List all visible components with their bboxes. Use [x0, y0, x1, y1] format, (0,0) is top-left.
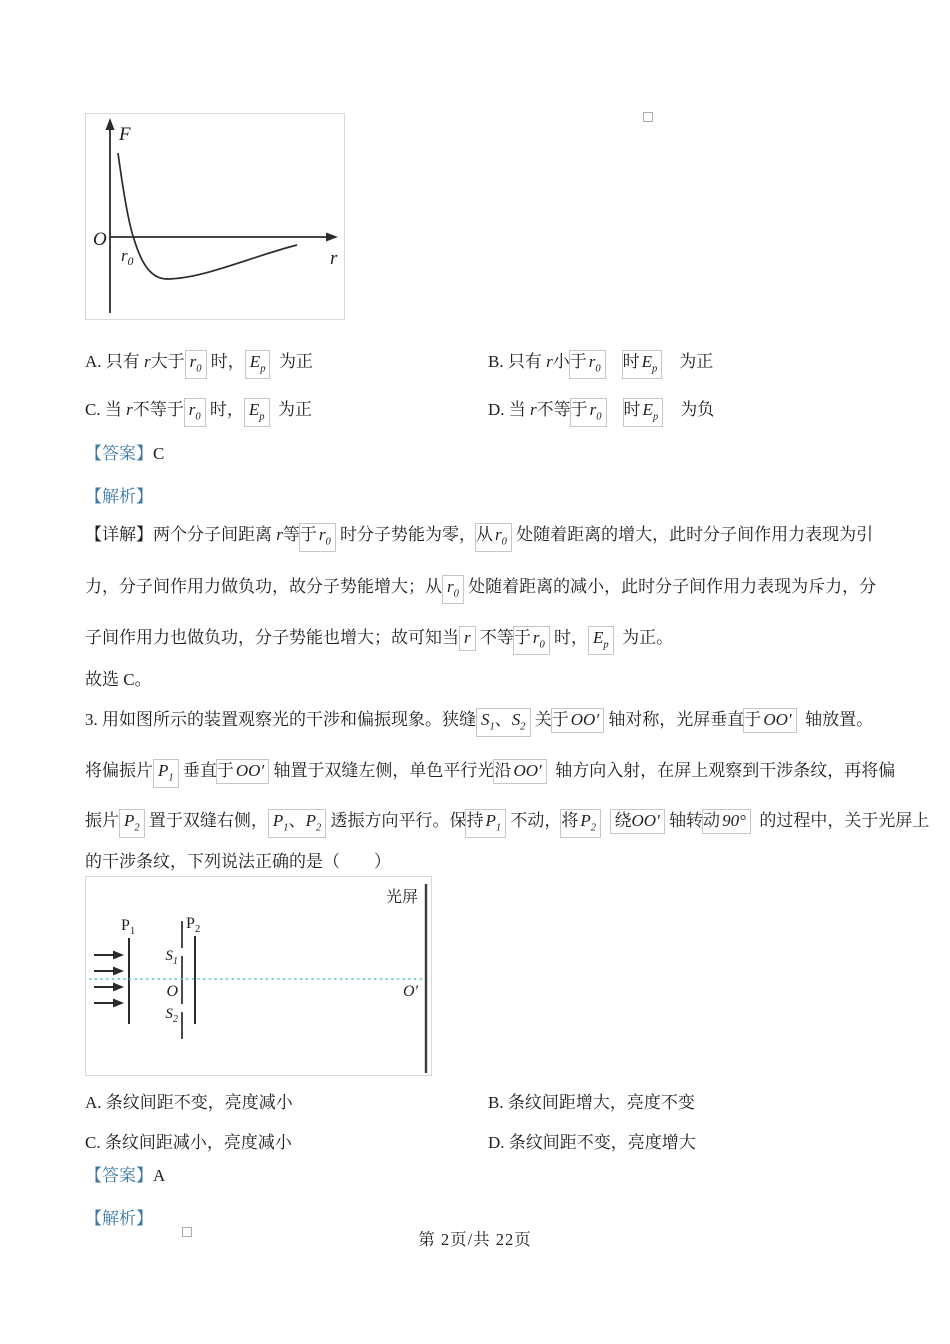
answer-value: C	[153, 444, 165, 463]
answer-value: A	[153, 1166, 166, 1185]
analysis-label: 【解析】	[85, 487, 153, 506]
r0-tick-label: $r_0$	[121, 246, 134, 268]
formula-box: $P_1$	[153, 759, 179, 788]
analysis-label: 【解析】	[85, 1209, 153, 1228]
x-axis-label: r	[330, 248, 338, 269]
formula-box: $r_0$	[570, 398, 607, 427]
y-axis-label: F	[119, 124, 131, 145]
formula-box: $P_2$	[560, 809, 601, 838]
formula-box: $E_p$	[245, 350, 271, 379]
q2-option-a: A. 只有 r大于 $r_0$ 时， $E_p$ 为正	[85, 348, 313, 379]
formula-box: 90°	[702, 809, 751, 834]
q3-option-b: B. 条纹间距增大，亮度不变	[488, 1093, 695, 1112]
q2-detail-line-1: 【详解】两个分子间距离 r等于 $r_0$ 时分子势能为零，从 $r_0$ 处随着距离的增大，此时分子间作用力表现为引	[85, 521, 873, 552]
origin-o-label: O	[166, 983, 178, 1000]
o-prime-label: O′	[403, 983, 419, 1000]
formula-box: $r_0$	[184, 398, 206, 427]
formula-box: $E_p$	[588, 626, 614, 655]
formula-box: $r_0$	[442, 575, 464, 604]
formula-box: $E_p$	[244, 398, 270, 427]
formula-box: OO′	[743, 708, 796, 733]
double-slit-diagram	[85, 876, 432, 1076]
light-screen-label: 光屏	[386, 889, 419, 906]
force-distance-graph	[85, 113, 345, 320]
figure-border	[86, 877, 432, 1076]
origin-label: O	[93, 229, 107, 250]
q3-answer-row	[85, 1162, 165, 1189]
polarizer-p2-label: $P_2$	[186, 915, 201, 935]
q3-option-c: C. 条纹间距减小，亮度减小	[85, 1133, 292, 1152]
formula-box: 绕OO′	[610, 809, 665, 834]
formula-box: r	[459, 626, 476, 651]
q3-stem-line-4: 的干涉条纹，下列说法正确的是（ ）	[85, 852, 391, 871]
q2-conclusion: 故选 C。	[85, 670, 152, 689]
formula-box: OO′	[493, 759, 546, 784]
polarizer-p1-label: $P_1$	[121, 917, 136, 937]
q3-option-d: D. 条纹间距不变，亮度增大	[488, 1133, 696, 1152]
formula-box: $E_p$	[622, 350, 663, 379]
formula-box: $r_0$	[185, 350, 207, 379]
q2-option-c: C. 当 r不等于 $r_0$ 时， $E_p$ 为正	[85, 396, 312, 427]
page-footer: 第 2页/共 22页	[418, 1230, 532, 1249]
slit-s2-label: $S_2$	[165, 1006, 178, 1025]
q2-detail-line-3: 子间作用力也做负功，分子势能也增大；故可知当 r 不等于 $r_0$ 时， $E_p$ 为正。	[85, 624, 673, 655]
formula-box: $r_0$	[513, 626, 550, 655]
q2-detail-line-2: 力，分子间作用力做负功，故分子势能增大；从 $r_0$ 处随着距离的减小，此时分子间作用力表现为斥力，分	[85, 573, 876, 604]
q3-stem-line-2: 将偏振片 $P_1$ 垂直于 OO′ 轴置于双缝左侧，单色平行光沿 OO′ 轴方向入射，在屏上观察到干涉条纹，再将偏	[85, 757, 895, 788]
formula-box: OO′	[216, 759, 269, 784]
formula-box: OO′	[551, 708, 604, 733]
slit-s1-label: $S_1$	[165, 948, 178, 967]
q2-analysis-row	[85, 483, 153, 510]
formula-box: $P_2$	[119, 809, 145, 838]
formula-box: $r_0$	[299, 523, 336, 552]
formula-box: $r_0$	[475, 523, 512, 552]
answer-label: 【答案】	[85, 1166, 153, 1185]
q3-stem-line-3: 振片 $P_2$ 置于双缝右侧， $P_1$、$P_2$ 透振方向平行。保持 $P_1$ 不动，将 $P_2$ 绕OO′ 轴转动 90° 的过程中，关于光屏上	[85, 807, 929, 838]
q2-option-b: B. 只有 r小于 $r_0$ 时 $E_p$ 为正	[488, 348, 713, 379]
placeholder-box-icon	[643, 112, 653, 122]
q2-answer-row	[85, 440, 164, 467]
formula-box: $E_p$	[623, 398, 664, 427]
formula-box: $P_1$	[465, 809, 506, 838]
formula-box: $S_1$、$S_2$	[476, 708, 531, 737]
formula-box: $r_0$	[569, 350, 606, 379]
q3-stem-line-1: 3. 用如图所示的装置观察光的干涉和偏振现象。狭缝 $S_1$、$S_2$ 关于 OO′ 轴对称，光屏垂直于 OO′ 轴放置。	[85, 706, 873, 737]
q2-option-d: D. 当 r不等于 $r_0$ 时 $E_p$ 为负	[488, 396, 714, 427]
answer-label: 【答案】	[85, 444, 153, 463]
formula-box: $P_1$、$P_2$	[268, 809, 326, 838]
q3-option-a: A. 条纹间距不变，亮度减小	[85, 1093, 293, 1112]
